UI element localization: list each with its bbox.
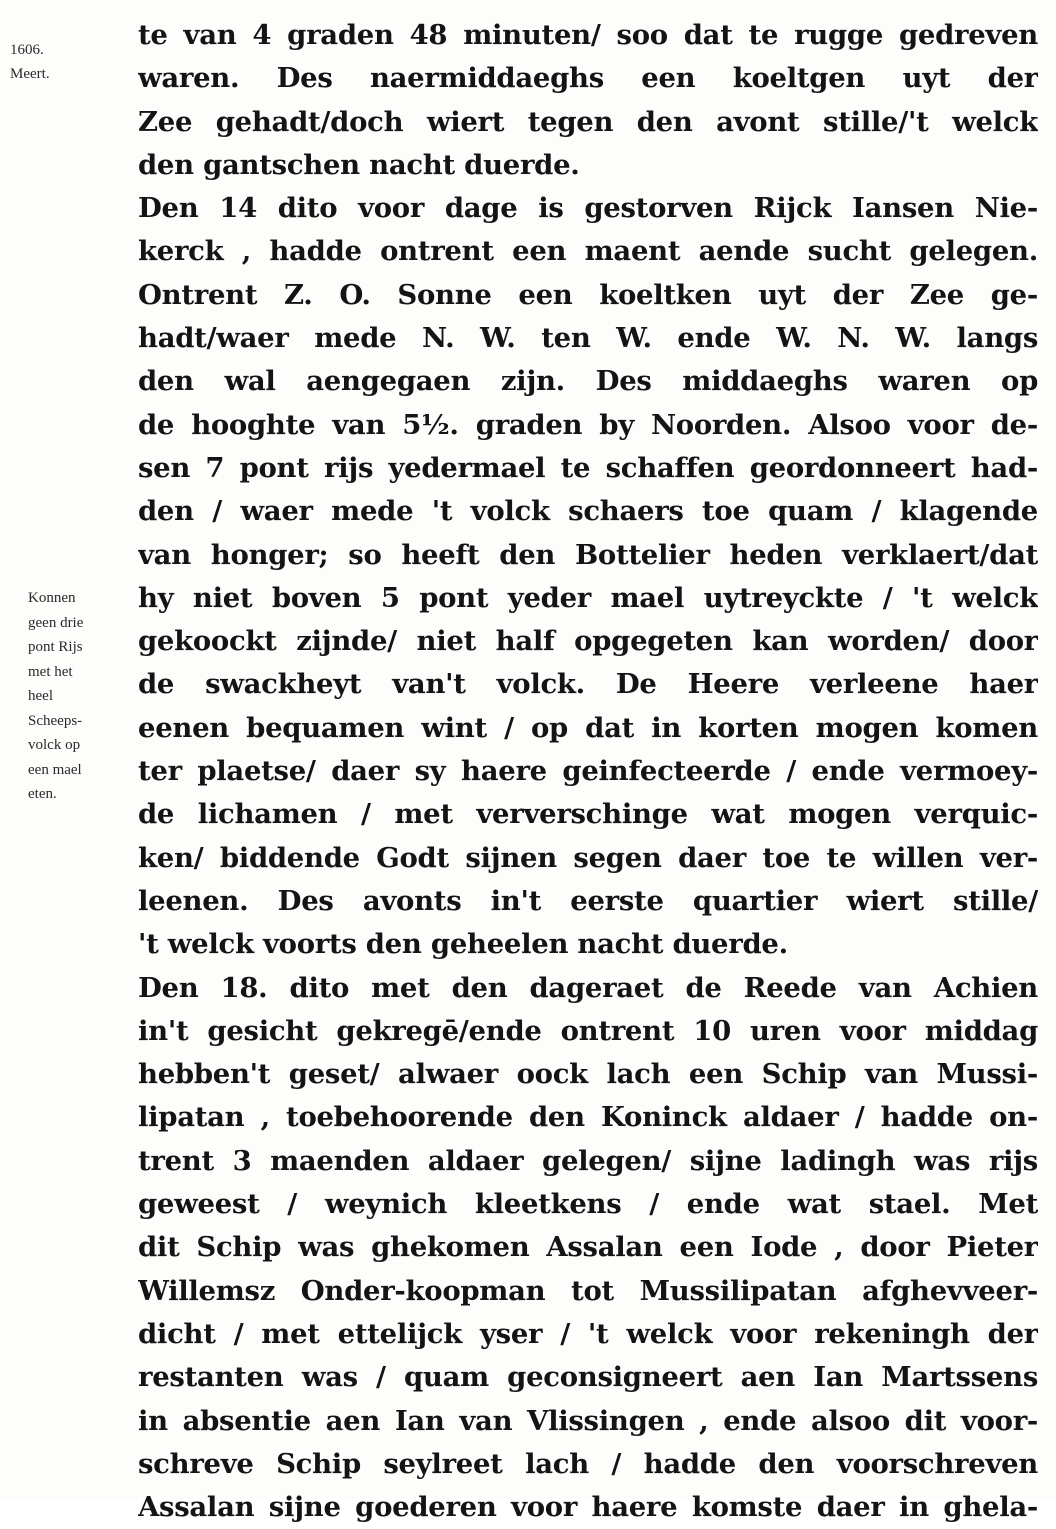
text-line: Den 18. dito met den dageraet de Reede van Achien [138,971,1038,1004]
text-line: Zee gehadt/doch wiert tegen den avont stille/'t welck [138,105,1038,138]
text-line: dicht / met ettelijck yser / 't welck voor rekeningh der [138,1317,1038,1350]
text-line: lipatan , toebehoorende den Koninck aldaer / hadde on- [138,1101,1038,1134]
margin-note-line: geen drie [28,614,84,631]
margin-note-line: Scheeps- [28,712,83,729]
text-line: in absentie aen Ian van Vlissingen , ende alsoo dit voor- [138,1404,1038,1437]
text-line: van honger; so heeft den Bottelier heden verklaert/dat [138,538,1038,571]
text-line: den gantschen nacht duerde. [138,148,580,181]
text-line: hebben't geset/ alwaer oock lach een Schip van Mussi- [138,1058,1038,1091]
margin-note-line: pont Rijs [28,639,83,655]
margin-note-line: heel [28,688,53,704]
text-line: leenen. Des avonts in't eerste quartier wiert stille/ [138,884,1038,917]
margin-note-line: een mael [28,761,82,778]
text-line: hy niet boven 5 pont yeder mael uytreyckte / 't welck [138,581,1038,614]
text-line: gekoockt zijnde/ niet half opgegeten kan worden/ door [138,625,1038,658]
margin-note-line: met het [28,663,73,680]
text-line: sen 7 pont rijs yedermael te schaffen geordonneert had- [138,451,1038,484]
text-line: dit Schip was ghekomen Assalan een Iode , door Pieter [138,1231,1038,1264]
margin-note-line: volck op [28,737,81,753]
margin-note-line: Konnen [28,590,76,606]
text-line: eenen bequamen wint / op dat in korten mogen komen [138,711,1038,744]
text-line: waren. Des naermiddaeghs een koeltgen uyt der [138,62,1038,95]
text-line: te van 4 graden 48 minuten/ soo dat te rugge gedreven [138,19,1038,51]
main-text-column [138,14,1038,1529]
text-line: trent 3 maenden aldaer gelegen/ sijne ladingh was rijs [138,1144,1038,1177]
margin-note-line: eten. [28,786,57,802]
text-line: de lichamen / met ververschinge wat mogen verquic- [138,798,1038,831]
text-line: restanten was / quam geconsigneert aen Ian Martssens [138,1361,1038,1394]
margin-note-line: 1606. [10,42,44,58]
text-line: den wal aengegaen zijn. Des middaeghs waren op [138,365,1038,398]
text-line: kerck , hadde ontrent een maent aende sucht gelegen. [138,235,1038,268]
text-line: Assalan sijne goederen voor haere komste daer in ghela- [138,1491,1038,1524]
margin-note-rice [28,586,138,807]
text-line: ken/ biddende Godt sijnen segen daer toe te willen ver- [138,841,1038,874]
text-line: de hooghte van 5½. graden by Noorden. Alsoo voor de- [138,408,1038,441]
text-line: hadt/waer mede N. W. ten W. ende W. N. W. langs [138,322,1038,355]
text-line: in't gesicht gekregē/ende ontrent 10 uren voor middag [138,1014,1038,1047]
text-line: Den 14 dito voor dage is gestorven Rijck Iansen Nie- [138,192,1038,225]
text-line: geweest / weynich kleetkens / ende wat stael. Met [138,1188,1038,1221]
margin-note-line: Meert. [10,66,50,82]
text-line: de swackheyt van't volck. De Heere verleene haer [138,668,1038,701]
text-line: den / waer mede 't volck schaers toe quam / klagende [138,495,1038,528]
text-line: Ontrent Z. O. Sonne een koeltken uyt der Zee ge- [138,278,1038,311]
margin-note-date [10,38,120,86]
text-line: schreve Schip seylreet lach / hadde den voorschreven [138,1447,1038,1480]
text-line: 't welck voorts den geheelen nacht duerde. [138,928,788,961]
text-line: Willemsz Onder-koopman tot Mussilipatan afghevveer- [138,1274,1038,1307]
text-line: ter plaetse/ daer sy haere geinfecteerde / ende vermoey- [138,755,1038,788]
